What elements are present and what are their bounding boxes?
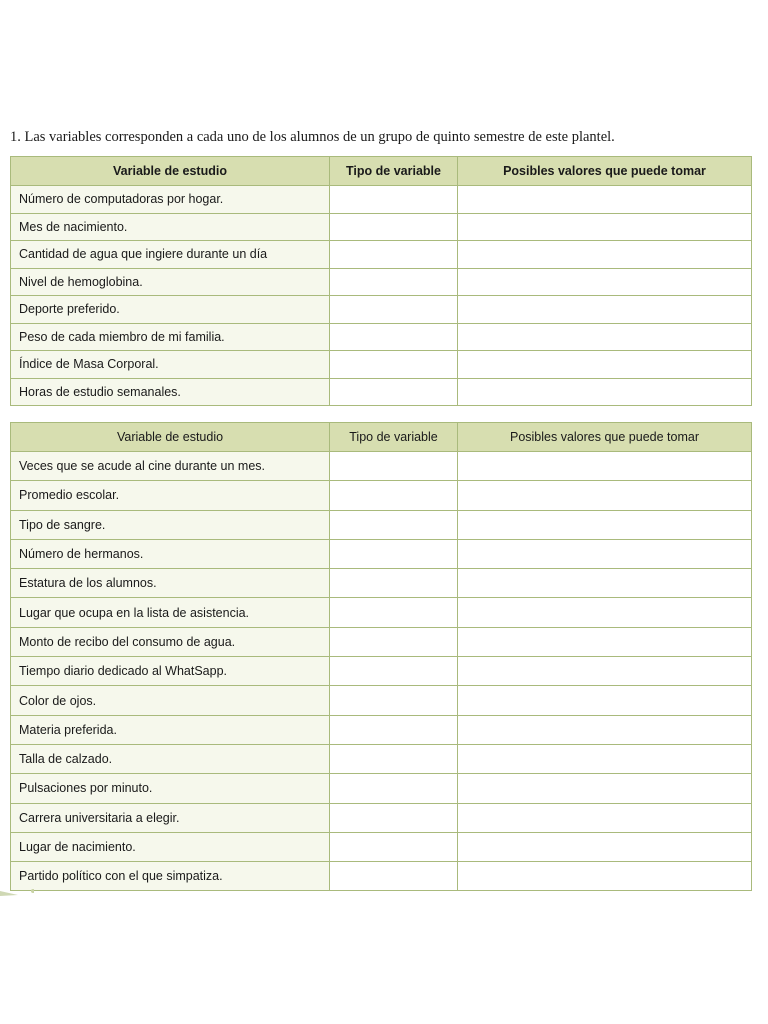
tipo-answer-cell[interactable] [330, 744, 458, 773]
variable-cell: Promedio escolar. [11, 481, 330, 510]
tipo-answer-cell[interactable] [330, 715, 458, 744]
variable-cell: Número de computadoras por hogar. [11, 186, 330, 214]
table-row [11, 774, 752, 803]
valores-answer-cell[interactable] [458, 598, 752, 627]
table-row [11, 598, 752, 627]
valores-answer-cell[interactable] [458, 686, 752, 715]
table-row [11, 569, 752, 598]
valores-answer-cell[interactable] [458, 323, 752, 351]
table-row [11, 241, 752, 269]
tipo-answer-cell[interactable] [330, 774, 458, 803]
table-row [11, 213, 752, 241]
tipo-answer-cell[interactable] [330, 803, 458, 832]
variable-cell: Peso de cada miembro de mi familia. [11, 323, 330, 351]
tipo-answer-cell[interactable] [330, 598, 458, 627]
valores-answer-cell[interactable] [458, 832, 752, 861]
tipo-answer-cell[interactable] [330, 686, 458, 715]
valores-answer-cell[interactable] [458, 452, 752, 481]
variable-cell: Tiempo diario dedicado al WhatSapp. [11, 657, 330, 686]
table-row [11, 715, 752, 744]
table-header-row [11, 157, 752, 186]
tipo-answer-cell[interactable] [330, 186, 458, 214]
table-header-row [11, 423, 752, 452]
valores-answer-cell[interactable] [458, 774, 752, 803]
valores-answer-cell[interactable] [458, 627, 752, 656]
tipo-answer-cell[interactable] [330, 452, 458, 481]
table-row [11, 657, 752, 686]
header-posibles-valores: Posibles valores que puede tomar [458, 423, 752, 452]
tipo-answer-cell[interactable] [330, 832, 458, 861]
tipo-answer-cell[interactable] [330, 862, 458, 891]
table-row [11, 323, 752, 351]
exercise-instruction: 1. Las variables corresponden a cada uno de los alumnos de un grupo de quinto semestre de este plantel. [10, 129, 615, 145]
variable-cell: Pulsaciones por minuto. [11, 774, 330, 803]
variable-cell: Estatura de los alumnos. [11, 569, 330, 598]
tipo-answer-cell[interactable] [330, 378, 458, 406]
variable-cell: Número de hermanos. [11, 539, 330, 568]
variable-cell: Horas de estudio semanales. [11, 378, 330, 406]
table-row [11, 539, 752, 568]
valores-answer-cell[interactable] [458, 268, 752, 296]
variable-cell: Tipo de sangre. [11, 510, 330, 539]
variable-cell: Veces que se acude al cine durante un mes. [11, 452, 330, 481]
header-variable-de-estudio: Variable de estudio [11, 423, 330, 452]
valores-answer-cell[interactable] [458, 378, 752, 406]
table-row [11, 744, 752, 773]
variables-table-2 [10, 422, 752, 891]
table-row [11, 268, 752, 296]
variable-cell: Lugar que ocupa en la lista de asistencia. [11, 598, 330, 627]
table-row [11, 803, 752, 832]
variable-cell: Carrera universitaria a elegir. [11, 803, 330, 832]
table-row [11, 351, 752, 379]
variable-cell: Nivel de hemoglobina. [11, 268, 330, 296]
variable-cell: Color de ojos. [11, 686, 330, 715]
variable-cell: Mes de nacimiento. [11, 213, 330, 241]
valores-answer-cell[interactable] [458, 481, 752, 510]
tipo-answer-cell[interactable] [330, 510, 458, 539]
tipo-answer-cell[interactable] [330, 481, 458, 510]
table-row [11, 832, 752, 861]
tipo-answer-cell[interactable] [330, 539, 458, 568]
variable-cell: Deporte preferido. [11, 296, 330, 324]
table-row [11, 510, 752, 539]
page-corner-decoration [0, 889, 34, 897]
valores-answer-cell[interactable] [458, 351, 752, 379]
table-row [11, 862, 752, 891]
header-tipo-de-variable: Tipo de variable [330, 157, 458, 186]
variable-cell: Talla de calzado. [11, 744, 330, 773]
variable-cell: Cantidad de agua que ingiere durante un día [11, 241, 330, 269]
tipo-answer-cell[interactable] [330, 569, 458, 598]
valores-answer-cell[interactable] [458, 539, 752, 568]
valores-answer-cell[interactable] [458, 510, 752, 539]
variable-cell: Materia preferida. [11, 715, 330, 744]
tipo-answer-cell[interactable] [330, 323, 458, 351]
tipo-answer-cell[interactable] [330, 213, 458, 241]
valores-answer-cell[interactable] [458, 715, 752, 744]
valores-answer-cell[interactable] [458, 744, 752, 773]
variable-cell: Lugar de nacimiento. [11, 832, 330, 861]
tipo-answer-cell[interactable] [330, 241, 458, 269]
tipo-answer-cell[interactable] [330, 268, 458, 296]
valores-answer-cell[interactable] [458, 241, 752, 269]
variables-table-1 [10, 156, 752, 406]
variable-cell: Índice de Masa Corporal. [11, 351, 330, 379]
tipo-answer-cell[interactable] [330, 351, 458, 379]
valores-answer-cell[interactable] [458, 862, 752, 891]
valores-answer-cell[interactable] [458, 803, 752, 832]
table-row [11, 452, 752, 481]
valores-answer-cell[interactable] [458, 186, 752, 214]
valores-answer-cell[interactable] [458, 213, 752, 241]
table-row [11, 378, 752, 406]
tipo-answer-cell[interactable] [330, 657, 458, 686]
tipo-answer-cell[interactable] [330, 627, 458, 656]
valores-answer-cell[interactable] [458, 569, 752, 598]
header-variable-de-estudio: Variable de estudio [11, 157, 330, 186]
valores-answer-cell[interactable] [458, 657, 752, 686]
table-row [11, 186, 752, 214]
header-tipo-de-variable: Tipo de variable [330, 423, 458, 452]
tipo-answer-cell[interactable] [330, 296, 458, 324]
table-row [11, 481, 752, 510]
variable-cell: Partido político con el que simpatiza. [11, 862, 330, 891]
table-row [11, 296, 752, 324]
table-row [11, 627, 752, 656]
valores-answer-cell[interactable] [458, 296, 752, 324]
table-row [11, 686, 752, 715]
variable-cell: Monto de recibo del consumo de agua. [11, 627, 330, 656]
header-posibles-valores: Posibles valores que puede tomar [458, 157, 752, 186]
